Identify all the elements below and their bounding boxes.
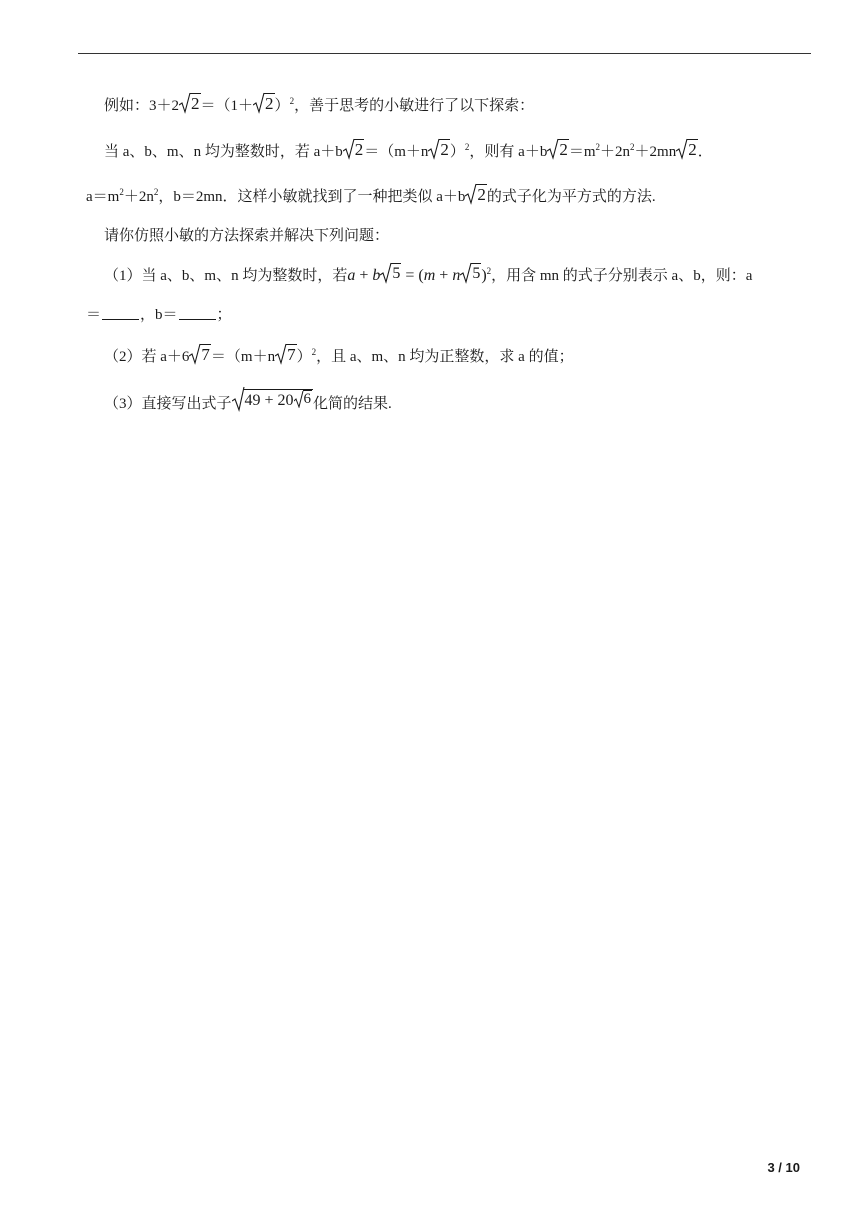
sqrt-6: 6 xyxy=(294,390,313,408)
example-label: 例如： xyxy=(104,98,150,114)
sqrt-2: 2 xyxy=(676,138,698,160)
sqrt-7: 7 xyxy=(275,343,297,365)
sqrt-expression: 49 + 20 6 xyxy=(232,386,314,412)
exploration-line: 当 a、b、m、n 均为整数时，若 a＋b 2 ＝（m＋n 2 ）$^2$，则有 a＋b 2 $=m^2+2n^2+2mn$ 2 ． xyxy=(104,140,713,160)
intro-line: 例如：3＋2 2 ＝（1＋ 2 ）$^2$，善于思考的小敏进行了以下探索： xyxy=(104,94,535,114)
sqrt-5: 5 xyxy=(380,262,401,284)
answer-blank-a[interactable] xyxy=(102,305,139,320)
sqrt-2: 2 xyxy=(547,138,569,160)
sqrt-2: 2 xyxy=(465,183,487,205)
sqrt-7: 7 xyxy=(189,343,211,365)
sqrt-2: 2 xyxy=(179,92,201,114)
question-1: （1）当 a、b、m、n 均为整数时，若a + b 5 = (m + n 5 )$^2$，用含 mn 的式子分别表示 a、b，则：a xyxy=(104,262,752,288)
sqrt-5: 5 xyxy=(460,262,481,284)
question-2: （2）若 a＋6 7 ＝（m＋n 7 ）$^2$，且 a、m、n 均为正整数，求 a 的值； xyxy=(104,345,574,365)
question-3: （3）直接写出式子 49 + 20 6 化简的结果. xyxy=(104,386,392,416)
text: 3＋2 xyxy=(149,98,180,114)
answer-blank-b[interactable] xyxy=(179,305,216,320)
instruction-line: 请你仿照小敏的方法探索并解决下列问题： xyxy=(104,228,390,244)
sqrt-2: 2 xyxy=(253,92,275,114)
header-rule xyxy=(78,53,811,54)
method-line: $a=m^2+2n^2$，b＝2mn．这样小敏就找到了一种把类似 a＋b 2 的式子化为平方式的方法. xyxy=(86,185,656,205)
question-1-answer-line: ＝ ，b＝ ； xyxy=(86,307,232,323)
sqrt-2: 2 xyxy=(343,138,365,160)
page-number: 3 / 10 xyxy=(767,1160,800,1175)
sqrt-2: 2 xyxy=(428,138,450,160)
